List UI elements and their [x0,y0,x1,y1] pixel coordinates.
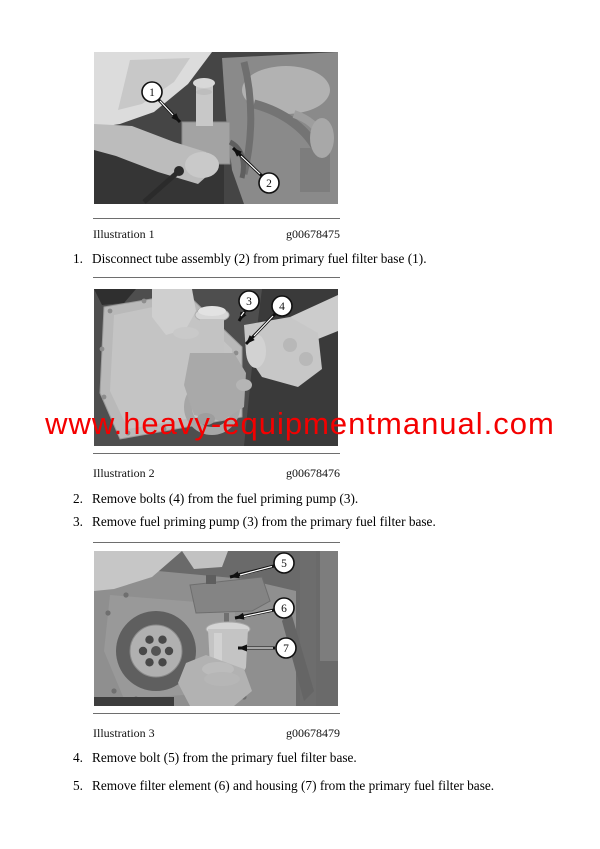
step-2 [73,491,573,507]
illustration-3-top-divider [93,542,340,543]
illustration-3-photo [94,551,338,706]
callout-7-marker [276,638,296,658]
illustration-2-top-divider [93,277,340,278]
step-2-text: Remove bolts (4) from the fuel priming pump (3). [92,491,359,506]
engine-photo-1 [94,52,338,204]
illustration-1-label: Illustration 1 [93,227,155,241]
step-3-number: 3. [73,514,83,529]
illustration-3-label: Illustration 3 [93,726,155,740]
callout-4-marker [272,296,292,316]
illustration-2-label: Illustration 2 [93,466,155,480]
callout-5-marker [274,553,294,573]
step-4 [73,750,573,766]
illustration-2-figure-id: g00678476 [286,466,340,480]
illustration-1-figure-id: g00678475 [286,227,340,241]
callout-2-label: 2 [266,178,272,190]
step-4-number: 4. [73,750,83,765]
callout-1-marker [142,82,162,102]
illustration-3-caption [93,726,340,740]
callout-6-label: 6 [281,603,287,615]
callout-3-label: 3 [246,296,252,308]
callout-4-label: 4 [279,301,285,313]
callout-6-marker [274,598,294,618]
illustration-3-figure-id: g00678479 [286,726,340,740]
callout-3-marker [239,291,259,311]
engine-photo-3 [94,551,338,706]
step-1 [73,251,573,267]
step-3-text: Remove fuel priming pump (3) from the primary fuel filter base. [92,514,436,529]
watermark: www.heavy-equipmentmanual.com [45,406,555,441]
illustration-2-divider [93,453,340,454]
illustration-3-divider [93,713,340,714]
illustration-1-photo [94,52,338,204]
step-2-number: 2. [73,491,83,506]
step-4-text: Remove bolt (5) from the primary fuel filter base. [92,750,357,765]
illustration-1-divider [93,218,340,219]
callout-7-label: 7 [283,643,289,655]
step-5-text: Remove filter element (6) and housing (7) from the primary fuel filter base. [92,778,495,793]
callout-5-label: 5 [281,558,287,570]
illustration-1-caption [93,227,340,241]
step-5-number: 5. [73,778,83,793]
step-5 [73,778,573,794]
step-3 [73,514,573,530]
step-1-text: Disconnect tube assembly (2) from primary fuel filter base (1). [92,251,427,266]
illustration-2-caption [93,466,340,480]
callout-2-marker [259,173,279,193]
callout-1-label: 1 [149,87,155,99]
step-1-number: 1. [73,251,83,266]
